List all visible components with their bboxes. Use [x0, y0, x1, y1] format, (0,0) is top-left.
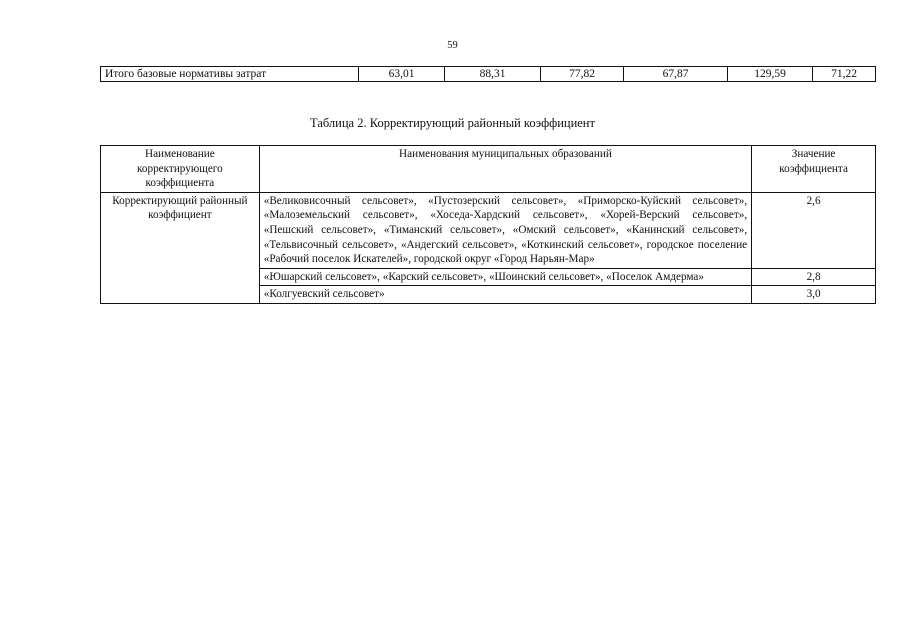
- totals-value: 129,59: [728, 67, 813, 82]
- municipalities-cell: «Великовисочный сельсовет», «Пустозерский сельсовет», «Приморско-Куйский сельсовет», «Малоземельский сельсовет», «Хоседа-Хардский сельсовет», «Хорей-Верский сельсовет», «Пешский сельсовет», «Тиманский сельсовет», «Омский сельсовет», «Канинский сельсовет», «Тельвисочный сельсовет», «Андегский сельсовет», «Коткинский сельсовет», городское поселение «Рабочий поселок Искателей», городской округ «Город Нарьян-Мар»: [259, 192, 751, 268]
- totals-row: [101, 67, 876, 82]
- totals-value: 71,22: [813, 67, 876, 82]
- totals-value: 88,31: [445, 67, 541, 82]
- totals-value: 77,82: [541, 67, 624, 82]
- municipalities-cell: «Юшарский сельсовет», «Карский сельсовет», «Шоинский сельсовет», «Поселок Амдерма»: [259, 268, 751, 286]
- header-municipalities: Наименования муниципальных образований: [259, 146, 751, 193]
- totals-label: Итого базовые нормативы затрат: [101, 67, 359, 82]
- coefficient-value-cell: 2,6: [752, 192, 876, 268]
- header-coefficient-name: Наименование корректирующего коэффициента: [101, 146, 260, 193]
- header-coefficient-value: Значение коэффициента: [752, 146, 876, 193]
- municipalities-cell: «Колгуевский сельсовет»: [259, 286, 751, 304]
- table-header-row: [101, 146, 876, 193]
- totals-value: 63,01: [359, 67, 445, 82]
- coefficient-value-cell: 2,8: [752, 268, 876, 286]
- totals-table: [100, 66, 876, 82]
- coefficient-name-cell: Корректирующий районный коэффициент: [101, 192, 260, 303]
- table-caption: Таблица 2. Корректирующий районный коэффициент: [310, 116, 595, 130]
- page-number: 59: [447, 40, 458, 51]
- totals-value: 67,87: [624, 67, 728, 82]
- coefficient-table: [100, 145, 876, 304]
- table-row: [101, 192, 876, 268]
- coefficient-value-cell: 3,0: [752, 286, 876, 304]
